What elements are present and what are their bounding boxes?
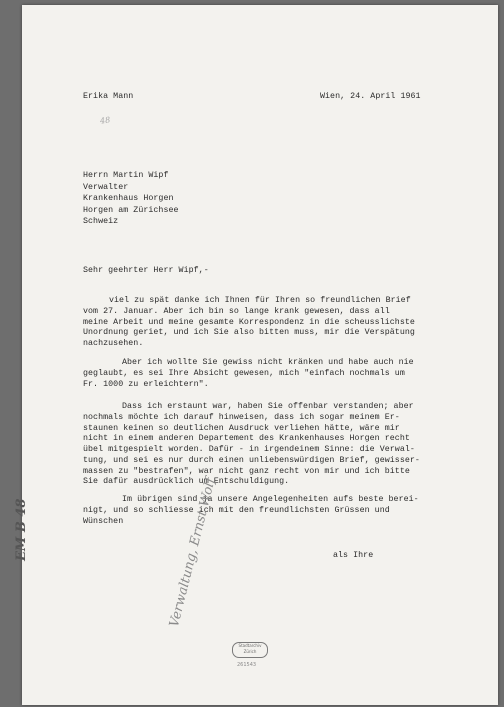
body-line: übel mitgespielt worden. Dafür - in irgendeinem Sinne: die Verwal- <box>83 445 415 454</box>
recipient-line: Herrn Martin Wipf <box>83 171 169 180</box>
body-line: Wünschen <box>83 516 124 526</box>
body-line: Fr. 1000 zu erleichtern". <box>83 379 209 389</box>
handwritten-margin-note: Verwaltung, Ernst Wolf <box>167 476 219 629</box>
closing-line: als Ihre <box>333 551 374 560</box>
stamp-number: 261543 <box>237 662 257 668</box>
body-line: nachzusehen. <box>83 339 144 348</box>
recipient-line: Horgen am Zürichsee <box>83 205 179 215</box>
body-line: Aber ich wollte Sie gewiss nicht kränken und habe auch nie <box>122 358 414 367</box>
pencil-note-top: 48 <box>99 115 111 126</box>
body-line: meine Arbeit und meine gesamte Korrespondenz in die scheusslichste <box>83 317 415 327</box>
salutation-line: Sehr geehrter Herr Wipf,- <box>83 266 209 275</box>
body-line: nicht in einem anderen Departement des Krankenhauses Horgen recht <box>83 434 410 444</box>
letter-page <box>14 5 498 705</box>
body-line: tung, und sei es nur durch einen unliebenswürdigen Brief, gewisser- <box>83 455 420 465</box>
body-line: viel zu spät danke ich Ihnen für Ihren so freundlichen Brief <box>109 296 411 305</box>
recipient-line: Verwalter <box>83 182 129 192</box>
recipient-line: Schweiz <box>83 217 119 227</box>
body-line: massen zu "bestrafen", war nicht ganz recht von mir und ich bitte <box>83 466 410 476</box>
body-line: Im übrigen sind ja unsere Angelegenheiten aufs beste berei- <box>122 495 419 504</box>
sender-line: Erika Mann <box>83 92 134 101</box>
body-line: Unordnung geriet, und ich Sie also bitten muss, mir die Verspätung <box>83 328 415 338</box>
body-line: nochmals möchte ich darauf hinweisen, dass ich sogar meinem Er- <box>83 412 400 422</box>
place-date-line: Wien, 24. April 1961 <box>320 92 421 101</box>
archive-number: EM B 48 <box>14 498 29 561</box>
archive-stamp: Stadtarchiv Zürich <box>232 642 268 658</box>
body-line: vom 27. Januar. Aber ich bin so lange krank gewesen, dass all <box>83 306 390 316</box>
body-line: Dass ich erstaunt war, haben Sie offenbar verstanden; aber <box>122 402 414 411</box>
body-line: nigt, und so schliesse ich mit den freundlichsten Grüssen und <box>83 505 390 515</box>
body-line: geglaubt, es sei Ihre Absicht gewesen, mich "einfach nochmals um <box>83 368 405 378</box>
body-line: Sie dafür ausdrücklich um Entschuldigung. <box>83 477 290 487</box>
body-line: staunen keinen so deutlichen Ausdruck verliehen hätte, wäre mir <box>83 423 400 433</box>
recipient-line: Krankenhaus Horgen <box>83 194 174 204</box>
